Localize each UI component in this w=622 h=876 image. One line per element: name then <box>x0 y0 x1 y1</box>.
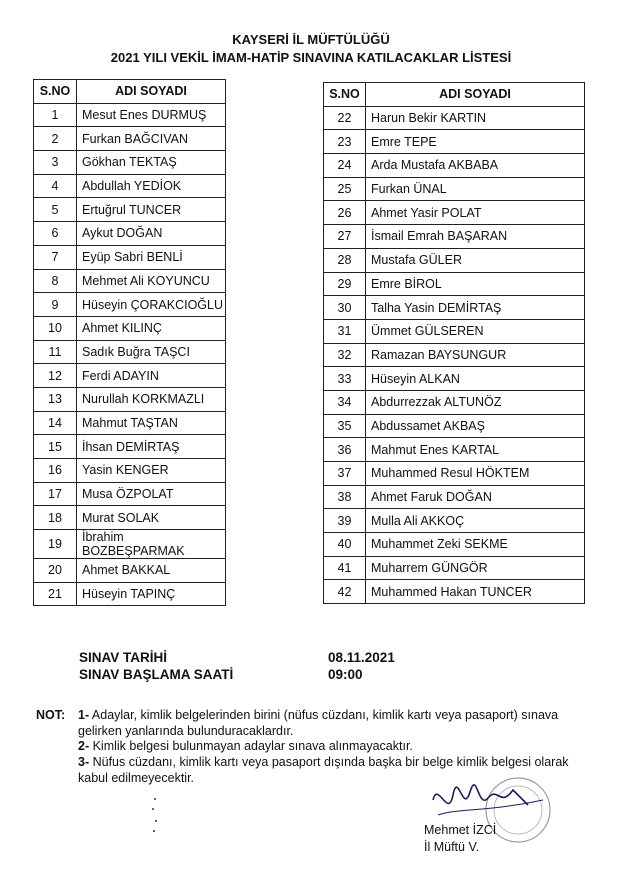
row-number: 1 <box>34 103 77 127</box>
row-number: 18 <box>34 506 77 530</box>
row-number: 3 <box>34 151 77 175</box>
row-number: 14 <box>34 411 77 435</box>
table-row <box>324 154 585 178</box>
table-row <box>34 222 226 246</box>
participant-name: Nurullah KORKMAZLI <box>77 387 226 411</box>
table-row <box>324 272 585 296</box>
participant-name: Ahmet Faruk DOĞAN <box>366 485 585 509</box>
table-row <box>34 198 226 222</box>
participant-name: Musa ÖZPOLAT <box>77 482 226 506</box>
table-row <box>34 103 226 127</box>
row-number: 21 <box>34 582 77 606</box>
table-header-row <box>34 80 226 104</box>
row-number: 17 <box>34 482 77 506</box>
row-number: 13 <box>34 387 77 411</box>
table-row <box>34 293 226 317</box>
participant-name: Mahmut TAŞTAN <box>77 411 226 435</box>
participant-name: Muhammed Resul HÖKTEM <box>366 462 585 486</box>
exam-date-value: 08.11.2021 <box>328 650 395 665</box>
table-row <box>324 414 585 438</box>
participant-name: Ferdi ADAYIN <box>77 364 226 388</box>
row-number: 27 <box>324 225 366 249</box>
participant-name: Mustafa GÜLER <box>366 248 585 272</box>
participant-name: Furkan BAĞCIVAN <box>77 127 226 151</box>
participant-name: Muharrem GÜNGÖR <box>366 556 585 580</box>
row-number: 5 <box>34 198 77 222</box>
table-row <box>324 201 585 225</box>
row-number: 2 <box>34 127 77 151</box>
table-row <box>324 485 585 509</box>
table-row <box>34 174 226 198</box>
row-number: 30 <box>324 296 366 320</box>
participant-name: Furkan ÜNAL <box>366 177 585 201</box>
notes-label: NOT: <box>36 708 66 722</box>
row-number: 35 <box>324 414 366 438</box>
participant-name: Hüseyin TAPINÇ <box>77 582 226 606</box>
table-row <box>34 269 226 293</box>
participant-name: Talha Yasin DEMİRTAŞ <box>366 296 585 320</box>
table-row <box>34 435 226 459</box>
row-number: 12 <box>34 364 77 388</box>
note-number: 3- <box>78 755 90 769</box>
participant-name: Gökhan TEKTAŞ <box>77 151 226 175</box>
table-row <box>34 151 226 175</box>
table-row <box>34 340 226 364</box>
table-row <box>34 559 226 583</box>
participant-name: Sadık Buğra TAŞCI <box>77 340 226 364</box>
participant-name: Mehmet Ali KOYUNCU <box>77 269 226 293</box>
participants-table-left <box>33 79 226 606</box>
table-row <box>324 580 585 604</box>
scan-marks <box>145 795 165 845</box>
row-number: 40 <box>324 533 366 557</box>
participant-name: Emre TEPE <box>366 130 585 154</box>
row-number: 23 <box>324 130 366 154</box>
table-row <box>34 582 226 606</box>
row-number: 31 <box>324 319 366 343</box>
table-row <box>34 316 226 340</box>
row-number: 7 <box>34 245 77 269</box>
row-number: 38 <box>324 485 366 509</box>
participant-name: Abdullah YEDİOK <box>77 174 226 198</box>
table-row <box>324 390 585 414</box>
row-number: 20 <box>34 559 77 583</box>
participant-name: Ahmet KILINÇ <box>77 316 226 340</box>
table-row <box>324 177 585 201</box>
table-row <box>324 556 585 580</box>
table-row <box>324 319 585 343</box>
column-header-name: ADI SOYADI <box>366 83 585 107</box>
table-row <box>324 106 585 130</box>
row-number: 15 <box>34 435 77 459</box>
row-number: 25 <box>324 177 366 201</box>
participant-name: Aykut DOĞAN <box>77 222 226 246</box>
participant-name: İhsan DEMİRTAŞ <box>77 435 226 459</box>
row-number: 29 <box>324 272 366 296</box>
participant-name: Ümmet GÜLSEREN <box>366 319 585 343</box>
participant-name: Arda Mustafa AKBABA <box>366 154 585 178</box>
table-row <box>34 364 226 388</box>
participant-name: Yasin KENGER <box>77 459 226 483</box>
row-number: 19 <box>34 530 77 559</box>
table-row <box>34 127 226 151</box>
note-item <box>78 739 598 755</box>
participant-name: Ramazan BAYSUNGUR <box>366 343 585 367</box>
participant-name: Mesut Enes DURMUŞ <box>77 103 226 127</box>
note-text: Nüfus cüzdanı, kimlik kartı veya pasaport dışında başka bir belge kimlik belgesi olarak kabul edilmeyecektir. <box>78 755 569 785</box>
note-text: Adaylar, kimlik belgelerinden birini (nüfus cüzdanı, kimlik kartı veya pasaport) sınava gelirken yanlarında bulunduracaklardır. <box>78 708 559 738</box>
column-header-no: S.NO <box>324 83 366 107</box>
column-header-name: ADI SOYADI <box>77 80 226 104</box>
table-row <box>34 459 226 483</box>
row-number: 28 <box>324 248 366 272</box>
row-number: 9 <box>34 293 77 317</box>
participant-name: Mahmut Enes KARTAL <box>366 438 585 462</box>
row-number: 33 <box>324 367 366 391</box>
row-number: 39 <box>324 509 366 533</box>
participant-name: Ertuğrul TUNCER <box>77 198 226 222</box>
row-number: 42 <box>324 580 366 604</box>
row-number: 22 <box>324 106 366 130</box>
table-row <box>324 438 585 462</box>
table-row <box>324 296 585 320</box>
table-row <box>34 482 226 506</box>
row-number: 41 <box>324 556 366 580</box>
row-number: 24 <box>324 154 366 178</box>
document-title: KAYSERİ İL MÜFTÜLÜĞÜ <box>232 32 390 47</box>
participant-name: Emre BİROL <box>366 272 585 296</box>
row-number: 11 <box>34 340 77 364</box>
row-number: 26 <box>324 201 366 225</box>
participant-name: İsmail Emrah BAŞARAN <box>366 225 585 249</box>
note-text: Kimlik belgesi bulunmayan adaylar sınava alınmayacaktır. <box>89 739 413 753</box>
table-row <box>34 506 226 530</box>
note-item <box>78 708 598 739</box>
table-row <box>324 225 585 249</box>
row-number: 32 <box>324 343 366 367</box>
table-row <box>324 533 585 557</box>
exam-time-value: 09:00 <box>328 667 363 682</box>
participant-name: Eyüp Sabri BENLİ <box>77 245 226 269</box>
row-number: 8 <box>34 269 77 293</box>
participant-name: Harun Bekir KARTIN <box>366 106 585 130</box>
signatory-title: İl Müftü V. <box>424 840 480 854</box>
participant-name: Hüseyin ALKAN <box>366 367 585 391</box>
participant-name: Abdussamet AKBAŞ <box>366 414 585 438</box>
participant-name: Ahmet BAKKAL <box>77 559 226 583</box>
row-number: 16 <box>34 459 77 483</box>
table-row <box>324 343 585 367</box>
signatory-name: Mehmet İZCİ <box>424 823 497 837</box>
row-number: 10 <box>34 316 77 340</box>
exam-time-label: SINAV BAŞLAMA SAATİ <box>79 667 234 682</box>
participant-name: Ahmet Yasir POLAT <box>366 201 585 225</box>
participants-table-right <box>323 82 585 604</box>
table-header-row <box>324 83 585 107</box>
table-row <box>324 248 585 272</box>
table-row <box>34 530 226 559</box>
table-row <box>324 509 585 533</box>
participant-name: Hüseyin ÇORAKCIOĞLU <box>77 293 226 317</box>
table-row <box>324 367 585 391</box>
participant-name: Murat SOLAK <box>77 506 226 530</box>
note-number: 2- <box>78 739 90 753</box>
table-row <box>34 387 226 411</box>
participant-name: İbrahim BOZBEŞPARMAK <box>77 530 226 559</box>
note-number: 1- <box>78 708 90 722</box>
row-number: 36 <box>324 438 366 462</box>
row-number: 4 <box>34 174 77 198</box>
participant-name: Muhammet Zeki SEKME <box>366 533 585 557</box>
participant-name: Abdurrezzak ALTUNÖZ <box>366 390 585 414</box>
column-header-no: S.NO <box>34 80 77 104</box>
document-subtitle: 2021 YILI VEKİL İMAM-HATİP SINAVINA KATILACAKLAR LİSTESİ <box>110 50 512 65</box>
participant-name: Muhammed Hakan TUNCER <box>366 580 585 604</box>
row-number: 37 <box>324 462 366 486</box>
table-row <box>324 130 585 154</box>
row-number: 34 <box>324 390 366 414</box>
table-row <box>34 245 226 269</box>
participant-name: Mulla Ali AKKOÇ <box>366 509 585 533</box>
table-row <box>34 411 226 435</box>
table-row <box>324 462 585 486</box>
exam-date-label: SINAV TARİHİ <box>79 650 168 665</box>
row-number: 6 <box>34 222 77 246</box>
